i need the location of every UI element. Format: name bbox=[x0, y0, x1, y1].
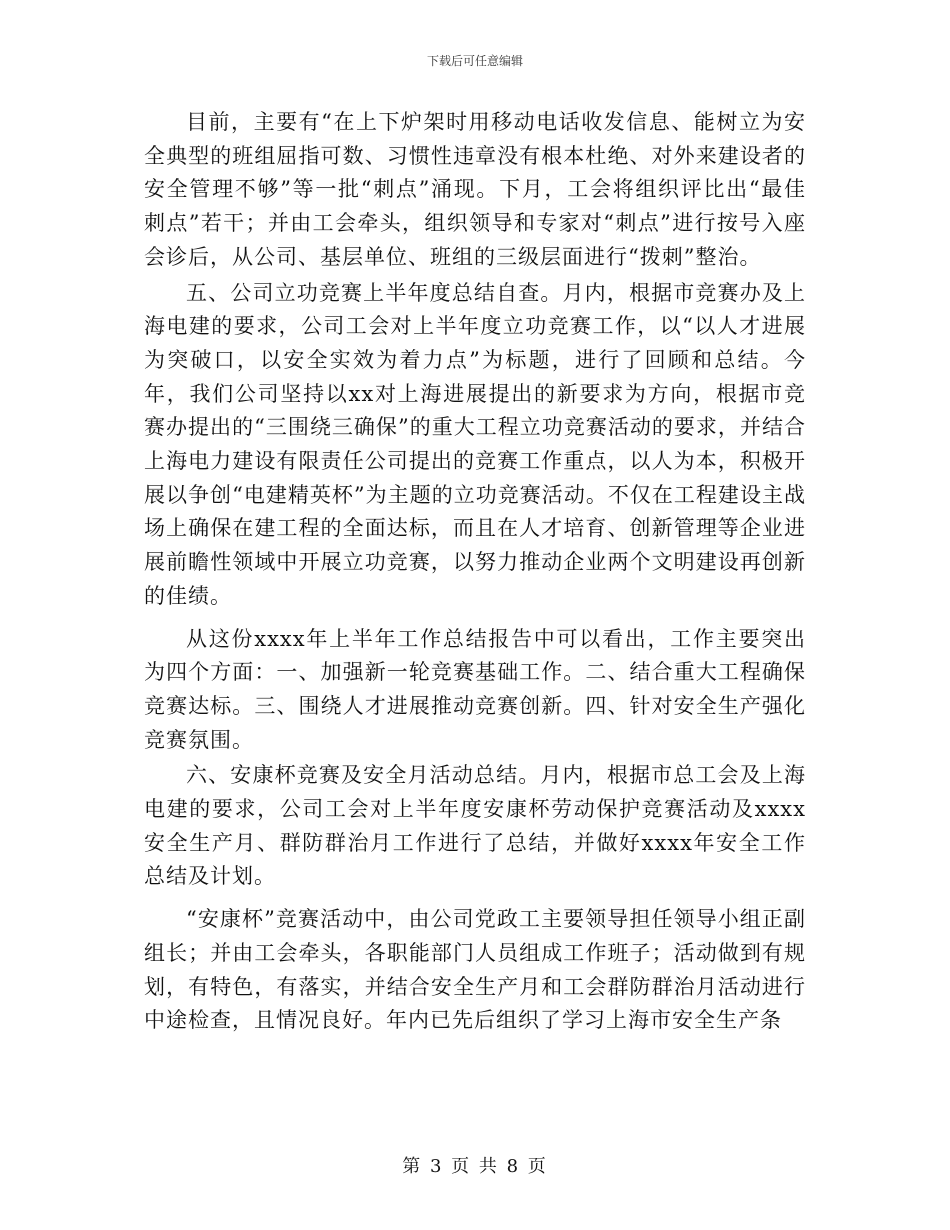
document-body bbox=[144, 106, 806, 1038]
page-header: 下载后可任意编辑 bbox=[426, 54, 523, 68]
paragraph-5: “安康杯”竞赛活动中，由公司党政工主要领导担任领导小组正副组长；并由工会牵头，各职能部门人员组成工作班子；活动做到有规划，有特色，有落实，并结合安全生产月和工会群防群治月活动进行中途检查，且情况良好。年内已先后组织了学习上海市安全生产条 bbox=[144, 907, 806, 1033]
paragraph-1: 目前，主要有“在上下炉架时用移动电话收发信息、能树立为安全典型的班组屈指可数、习惯性违章没有根本杜绝、对外来建设者的安全管理不够”等一批“刺点”涌现。下月，工会将组织评比出“最佳刺点”若干；并由工会牵头，组织领导和专家对“刺点”进行按号入座会诊后，从公司、基层单位、班组的三级层面进行“拨刺”整治。 bbox=[144, 110, 806, 269]
paragraph-3: 从这份xxxx年上半年工作总结报告中可以看出，工作主要突出为四个方面：一、加强新一轮竞赛基础工作。二、结合重大工程确保竞赛达标。三、围绕人才进展推动竞赛创新。四、针对安全生产强化竞赛氛围。 bbox=[144, 626, 806, 752]
paragraph-4: 六、安康杯竞赛及安全月活动总结。月内，根据市总工会及上海电建的要求，公司工会对上半年度安康杯劳动保护竞赛活动及xxxx安全生产月、群防群治月工作进行了总结，并做好xxxx年安全工作总结及计划。 bbox=[144, 763, 806, 889]
page-number: 第 3 页 共 8 页 bbox=[402, 1156, 548, 1177]
paragraph-2: 五、公司立功竞赛上半年度总结自查。月内，根据市竞赛办及上海电建的要求，公司工会对上半年度立功竞赛工作，以“以人才进展为突破口，以安全实效为着力点”为标题，进行了回顾和总结。今年，我们公司坚持以xx对上海进展提出的新要求为方向，根据市竞赛办提出的“三围绕三确保”的重大工程立功竞赛活动的要求，并结合上海电力建设有限责任公司提出的竞赛工作重点，以人为本，积极开展以争创“电建精英杯”为主题的立功竞赛活动。不仅在工程建设主战场上确保在建工程的全面达标，而且在人才培育、创新管理等企业进展前瞻性领域中开展立功竞赛，以努力推动企业两个文明建设再创新的佳绩。 bbox=[144, 280, 806, 608]
